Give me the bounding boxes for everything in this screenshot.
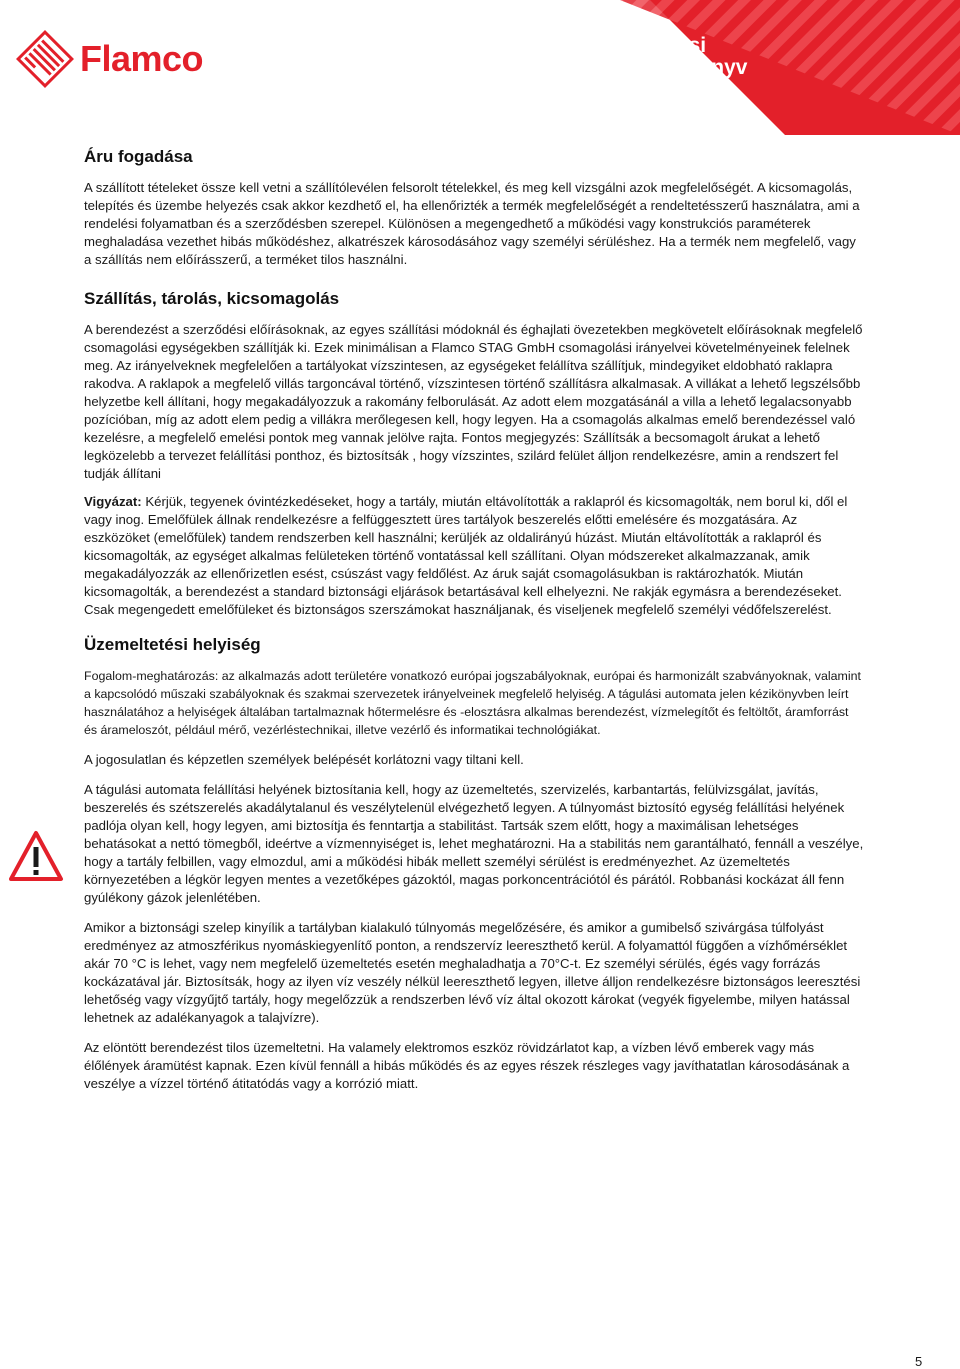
document-title bbox=[486, 30, 747, 79]
warning-paragraph bbox=[84, 493, 864, 619]
warning-text: Kérjük, tegyenek óvintézkedéseket, hogy a tartály, miután eltávolították a raklapról és kicsomagolták, nem borul ki, dől el vagy inog. Emelőfülek állnak rendelkezésre a felfüggesztett üres tartályok beszerelés előtti emelésére és mozgatására. Az eszközöket (emelőfülek) tandem rendszerben kell használni; kerüljék az oldalirányú húzást. Miután eltávolították a raklapról és kicsomagolták, az egységet alkalmas felületeken történő vontatással kell szállítani. Olyan módszereket alkalmazzanak, amik megakadályozzák az ellenőrizetlen esést, csúszást vagy feldőlést. Az áruk saját csomagolásukban is raktározhatók. Miután kicsomagolták, a berendezést a standard biztonsági eljárások betartásával kell elhelyezni. Ne rakják egymásra a berendezéseket. Csak megengedett emelőfüleket és biztonságos szerszámokat használjanak, és viseljenek megfelelő személyi védőfelszerelést. bbox=[84, 494, 848, 617]
section-paragraph: A szállított tételeket össze kell vetni a szállítólevélen felsorolt tételekkel, és meg kell vizsgálni azok megfelelőségét. A kicsomagolás, telepítés és üzembe helyezés csak akkor kezdhető el, ha ellenőrizték a termék megfelelőségét a rendeltetésszerű használatra, ami a rendelési folyamatban és a szerződésben szerepel. Különösen a megengedhető a működési vagy konstrukciós paraméterek meghaladása vezethet hibás működéshez, alkatrészek károsodásához vagy személyi sérüléshez. Ha a termék nem megfelelő, vagy a szállítás nem előírásszerű, a terméket tilos használni. bbox=[84, 180, 860, 267]
section-heading: Áru fogadása bbox=[84, 147, 193, 166]
main-content bbox=[84, 147, 864, 1093]
section-receiving bbox=[84, 147, 864, 269]
logo-wordmark: Flamco bbox=[80, 38, 204, 79]
section-heading: Szállítás, tárolás, kicsomagolás bbox=[84, 289, 340, 308]
section-transport bbox=[84, 289, 864, 619]
definition-paragraph: Fogalom-meghatározás: az alkalmazás adott területére vonatkozó európai jogszabályoknak, európai és harmonizált szabványoknak, valamint a kapcsolódó műszaki szabályoknak és szakmai szervezetek irányelveinek megfelelő helyiség. A tágulási automata jelen kézikönyvben leírt használatához a helyiségek általában tartalmaznak hőtermelésre és -elosztásra alkalmas berendezést, vízmelegítőt és feltöltőt, áramforrást és árameloszót, például mérő, vezérléstechnikai, illetve vezérlő és informatikai technológiákat. bbox=[84, 669, 861, 737]
section-paragraph: A berendezést a szerződési előírásoknak, az egyes szállítási módoknál és éghajlati övezetekben megkövetelt előírásoknak megfelelő csomagolási egységekben szállítják ki. Ezek minimálisan a Flamco STAG GmbH csomagolási irányelvei követelményeinek felelnek meg. Az irányelveknek megfelelően a tartályokat vízszintesen, az egységeket felállítva szállítjuk, mindegyiket eldobható raklapra rakodva. A raklapok a megfelelő villás targoncával történő, vízszintesen történő szállításra alkalmasak. A villákat a lehető legszélsőbb helyzetbe kell állítani, hogy megakadályozzuk a rakomány felborulását. Az adott elem mozgatásánál a villa a lehető legalacsonyabb pozícióban, míg az adott elem pedig a villákra merőlegesen kell, hogy legyen. Ha a csomagolás alkalmas emelő berendezéssel való kezelésre, a megfelelő emelési pontok meg vannak jelölve rajta. Fontos megjegyzés: Szállítsák a becsomagolt árukat a lehető legközelebb a tervezet felállítási ponthoz, és biztosítsák , hogy vízszintes, szilárd felület álljon rendelkezésre, amin a rendszert fel tudják állítani bbox=[84, 322, 863, 481]
flamco-logo bbox=[14, 28, 203, 90]
section-operating-room bbox=[84, 635, 864, 1093]
document-title-line1: Flamcomat® Telepítési bbox=[486, 34, 707, 57]
document-title-line2: és üzemeltetési kézikönyv bbox=[486, 56, 748, 79]
flamco-diamond-icon bbox=[14, 28, 76, 90]
section-paragraph: Az elöntött berendezést tilos üzemeltetni. Ha valamely elektromos eszköz rövidzárlatot kap, a vízben lévő emberek vagy más élőlények áramütést kapnak. Ezen kívül fennáll a hibás működés és az egyes részek részleges vagy javíthatatlan károsodásának a veszélye a vízzel történő átitatódás vagy a korrózió miatt. bbox=[84, 1040, 850, 1091]
warning-label: Vigyázat: bbox=[84, 494, 142, 509]
section-heading: Üzemeltetési helyiség bbox=[84, 635, 261, 654]
warning-triangle-icon bbox=[8, 830, 64, 882]
page-number: 5 bbox=[915, 1354, 923, 1369]
section-paragraph: A jogosulatlan és képzetlen személyek belépését korlátozni vagy tiltani kell. bbox=[84, 752, 524, 767]
section-paragraph: Amikor a biztonsági szelep kinyílik a tartályban kialakuló túlnyomás megelőzésére, és amikor a gumibelső szivárgása túlfolyást eredményez az atmoszférikus nyomáskiegyenlítő ponton, a rendszervíz leereszthető kerül. A folyamattól függően a vízhőmérséklet akár 70 °C is lehet, vagy nem megfelelő üzemeltetés esetén meghaladhatja a 70°C-t. Ez személyi sérülés, égés vagy forrázás kockázatával jár. Biztosítsák, hogy az ilyen víz veszély nélkül leereszthető legyen, illetve álljon rendelkezésre biztonságos leeresztési lehetőség vagy vízgyűjtő tartály, hogy megelőzzük a rendszerben lévő víz által okozott károkat (vegyék figyelembe, milyen hatással lehetnek az adalékanyagok a talajvízre). bbox=[84, 920, 861, 1025]
section-paragraph: A tágulási automata felállítási helyének biztosítania kell, hogy az üzemeltetés, szervizelés, karbantartás, felülvizsgálat, javítás, beszerelés és szétszerelés akadálytalanul és veszélytelenül elvégezhető legyen. A túlnyomást biztosító egység felállítási helyének padlója olyan kell, hogy legyen, ami biztosítja és fenntartja a stabilitást. Tartsák szem előtt, hogy a maximálisan lehetséges behatásokat a nettó tömegből, ideértve a vízmennyiséget is, lehet meghatározni. Ha a stabilitás nem garantálható, fennáll a veszélye, hogy a tartály felbillen, vagy elmozdul, ami a működési hibák mellett személyi sérülést is eredményezhet. Az üzemeltetés környezetében a légkör legyen mentes a vezetőképes gázoktól, magas porkoncentrációtól és párától. Robbanási kockázat áll fenn gyúlékony gázok jelenlétében. bbox=[84, 782, 864, 905]
